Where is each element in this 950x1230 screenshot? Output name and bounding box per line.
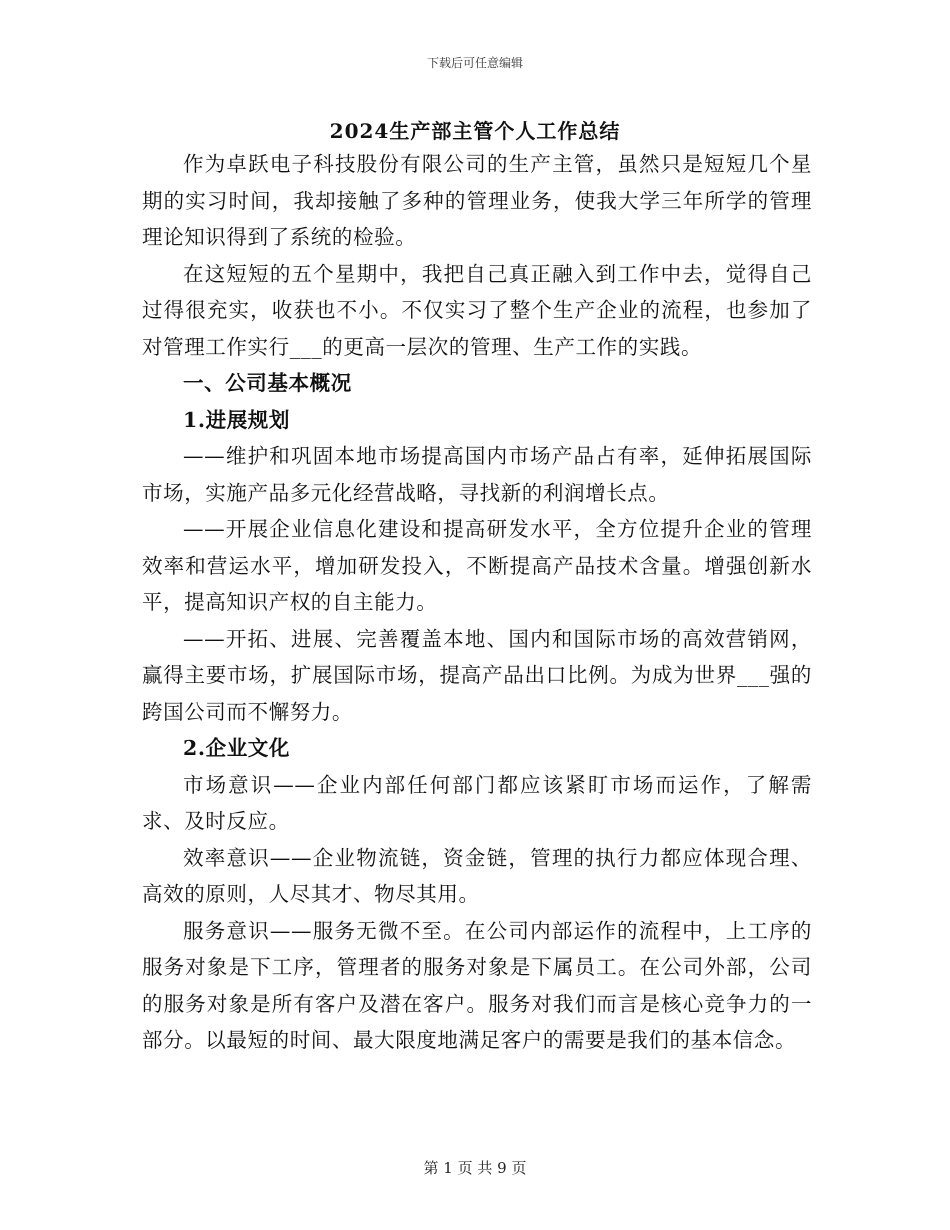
- culture-item-efficiency: 效率意识——企业物流链，资金链，管理的执行力都应体现合理、高效的原则，人尽其才、物尽其用。: [142, 845, 812, 906]
- section-heading-company-overview: 一、公司基本概况: [183, 371, 352, 395]
- intro-paragraph-2: 在这短短的五个星期中，我把自己真正融入到工作中去，觉得自己过得很充实，收获也不小。不仅实习了整个生产企业的流程，也参加了对管理工作实行___的更高一层次的管理、生产工作的实践。: [142, 261, 812, 359]
- document-body: [142, 146, 812, 1059]
- document-title: 2024生产部主管个人工作总结: [329, 119, 621, 143]
- page-number-footer: 第 1 页 共 9 页: [423, 1159, 527, 1177]
- subsection-heading-corporate-culture: 2.企业文化: [183, 736, 291, 760]
- subsection-heading-development-plan: 1.进展规划: [183, 407, 291, 432]
- culture-item-market: 市场意识——企业内部任何部门都应该紧盯市场而运作，了解需求、及时反应。: [142, 772, 812, 833]
- intro-paragraph-1: 作为卓跃电子科技股份有限公司的生产主管，虽然只是短短几个星期的实习时间，我却接触了多种的管理业务，使我大学三年所学的管理理论知识得到了系统的检验。: [142, 152, 812, 249]
- plan-item-1: ——维护和巩固本地市场提高国内市场产品占有率，延伸拓展国际市场，实施产品多元化经营战略，寻找新的利润增长点。: [142, 444, 812, 505]
- header-note: 下载后可任意编辑: [426, 56, 523, 70]
- plan-item-3: ——开拓、进展、完善覆盖本地、国内和国际市场的高效营销网，赢得主要市场，扩展国际市场，提高产品出口比例。为成为世界___强的跨国公司而不懈努力。: [142, 626, 812, 724]
- culture-item-service: 服务意识——服务无微不至。在公司内部运作的流程中，上工序的服务对象是下工序，管理者的服务对象是下属员工。在公司外部，公司的服务对象是所有客户及潜在客户。服务对我们而言是核心竞争力的一部分。以最短的时间、最大限度地满足客户的需要是我们的基本信念。: [142, 918, 812, 1052]
- plan-item-2: ——开展企业信息化建设和提高研发水平，全方位提升企业的管理效率和营运水平，增加研发投入，不断提高产品技术含量。增强创新水平，提高知识产权的自主能力。: [142, 517, 812, 614]
